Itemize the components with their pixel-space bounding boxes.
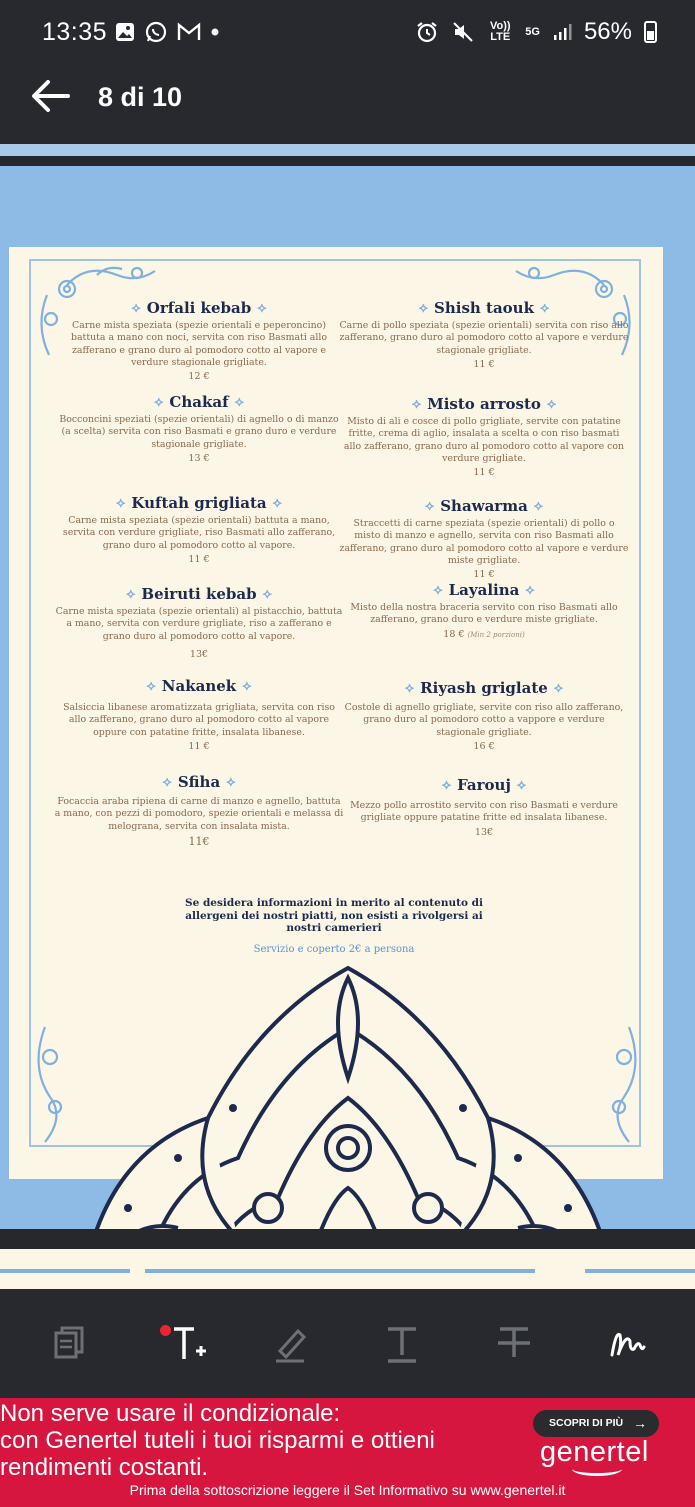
status-right — [415, 18, 657, 46]
dish-orfali-kebab: ⟡ Orfali kebab ⟡ Carne mista speziata (spezie orientali e peperoncino) battuta a mano con noci, servita con riso Basmati allo zafferano e grano duro al pomodoro cotto al vapore e verdure stagionale grigliate. 12 € — [70, 299, 328, 383]
signature-icon[interactable] — [604, 1321, 648, 1365]
whatsapp-icon — [144, 20, 168, 44]
copy-icon[interactable] — [46, 1321, 90, 1365]
ornament-icon: ⟡ — [116, 495, 126, 511]
battery-icon — [644, 21, 657, 43]
gmail-icon — [176, 21, 202, 43]
ornament-icon: ⟡ — [154, 394, 164, 410]
ornament-icon: ⟡ — [433, 582, 443, 598]
decorative-line — [0, 1269, 130, 1273]
ad-disclaimer: Prima della sottoscrizione leggere il Set Informativo su www.genertel.it — [129, 1482, 566, 1498]
ornament-icon: ⟡ — [546, 396, 557, 412]
mandala-ornament — [68, 958, 628, 1229]
add-text-icon[interactable] — [166, 1321, 210, 1365]
dish-shish-taouk: ⟡ Shish taouk ⟡ Carne di pollo speziata (spezie orientali) servita con riso allo zafferano, grano duro al pomodoro cotto al vapore e verdure stagionale grigliate. 11 € — [339, 299, 629, 370]
ornament-icon: ⟡ — [257, 300, 267, 316]
edit-toolbar — [0, 1289, 695, 1398]
ornament-icon: ⟡ — [126, 586, 136, 602]
ornament-icon: ⟡ — [418, 300, 429, 316]
dish-farouj: ⟡ Farouj ⟡ Mezzo pollo arrostito servito con riso Basmati e verdure grigliate oppure patatine fritte ed insalata libanese. 13€ — [350, 776, 618, 838]
ornament-icon: ⟡ — [226, 774, 236, 790]
status-bar — [0, 0, 695, 64]
app-bar — [0, 64, 695, 144]
gallery-icon — [114, 21, 136, 43]
ornament-icon: ⟡ — [411, 396, 422, 412]
top-area — [0, 0, 695, 144]
status-time: 13:35 — [42, 18, 108, 46]
dish-chakaf: ⟡ Chakaf ⟡ Bocconcini speziati (spezie orientali) di agnello o di manzo (a scelta) servita con riso Basmati e grano duro e verdure stagionale grigliate. 13 € — [59, 393, 339, 464]
signal-icon — [552, 22, 572, 42]
ad-headline: Non serve usare il condizionale: con Genertel tuteli i tuoi risparmi e ottieni rendimenti costanti. — [0, 1400, 435, 1481]
ornament-icon: ⟡ — [262, 586, 272, 602]
ornament-icon: ⟡ — [525, 582, 535, 598]
page-indicator: 8 di 10 — [98, 82, 183, 112]
mute-icon — [451, 20, 475, 44]
ornament-icon: ⟡ — [404, 680, 415, 696]
ornament-icon: ⟡ — [146, 678, 156, 694]
ad-banner[interactable] — [0, 1398, 695, 1507]
dish-shawarma: ⟡ Shawarma ⟡ Straccetti di carne speziata (spezie orientali) di pollo o misto di manzo e agnello, servita con riso Basmati allo zafferano, grano duro al pomodoro cotto al vapore e verdure miste grigliate. 11 € — [339, 497, 629, 581]
ornament-icon: ⟡ — [553, 680, 564, 696]
volte-icon: Vo)) LTE — [489, 20, 511, 43]
ornament-icon: ⟡ — [162, 774, 172, 790]
previous-page-edge — [0, 144, 695, 156]
dish-sfiha: ⟡ Sfiha ⟡ Focaccia araba ripiena di carne di manzo e agnello, battuta a mano, con pezzi di pomodoro, spezie orientali e melassa di melograna, servita con insalata mista. 11€ — [54, 773, 344, 848]
ornament-icon: ⟡ — [441, 777, 452, 793]
ad-cta-button[interactable]: SCOPRI DI PIÙ → — [533, 1410, 659, 1437]
ornament-icon: ⟡ — [533, 498, 544, 514]
ornament-icon: ⟡ — [242, 678, 252, 694]
dish-misto-arrosto: ⟡ Misto arrosto ⟡ Misto di ali e cosce di pollo grigliate, servite con patatine fritte, crema di aglio, insalata a scelta o con riso basmati allo zafferano, grano duro al pomodoro cotto al vapore con verdure grigliate. 11 € — [343, 395, 625, 479]
strikethrough-icon[interactable] — [492, 1321, 536, 1365]
ornament-icon: ⟡ — [272, 495, 282, 511]
ad-brand-logo: genertel — [540, 1436, 649, 1468]
back-arrow-icon[interactable] — [30, 78, 72, 114]
more-notifications-dot-icon — [210, 27, 220, 37]
ornament-icon: ⟡ — [516, 777, 527, 793]
dish-nakanek: ⟡ Nakanek ⟡ Salsiccia libanese aromatizzata grigliata, servita con riso allo zafferano, grano duro al pomodoro cotto al vapore oppure con patatine fritte, insalata libanese. 11 € — [63, 677, 335, 752]
dish-layalina: ⟡ Layalina ⟡ Misto della nostra braceria servito con riso Basmati allo zafferano, grano duro e verdure miste grigliate. 18 € (Min 2 porzioni) — [339, 579, 629, 640]
allergen-notice: Se desidera informazioni in merito al contenuto di allergeni dei nostri piatti, non esisti a rivolgersi ai nostri camerieri — [185, 897, 483, 934]
service-charge: Servizio e coperto 2€ a persona — [253, 944, 415, 955]
ornament-icon: ⟡ — [539, 300, 550, 316]
alarm-icon — [415, 20, 439, 44]
decorative-line — [585, 1269, 695, 1273]
page-separator — [0, 1229, 695, 1249]
document-viewer[interactable] — [0, 144, 695, 1289]
dish-riyash-griglate: ⟡ Riyash griglate ⟡ Costole di agnello grigliate, servite con riso allo zafferano, grano duro al pomodoro cotto a vappore e verdure stagionale grigliate. 16 € — [344, 679, 624, 752]
dish-beiruti-kebab: ⟡ Beiruti kebab ⟡ Carne mista speziata (spezie orientali) al pistacchio, battuta a mano, servita con verdure grigliate, riso a zafferano e grano duro al pomodoro cotto al vapore. 13€ — [55, 585, 343, 660]
text-icon[interactable] — [380, 1321, 424, 1365]
dish-kuftah-grigliata: ⟡ Kuftah grigliata ⟡ Carne mista speziata (spezie orientali) battuta a mano, servita con verdure grigliate, riso Basmati allo zafferano, grano duro al pomodoro cotto al vapore. 11 € — [62, 494, 336, 565]
layalina-price-row: 18 € (Min 2 porzioni) — [443, 628, 525, 640]
ornament-icon: ⟡ — [234, 394, 244, 410]
notification-icons — [114, 20, 220, 44]
menu-page[interactable] — [0, 166, 695, 1229]
next-page-preview[interactable] — [0, 1249, 695, 1289]
logo-swoosh — [572, 1462, 622, 1476]
ornament-icon: ⟡ — [131, 300, 141, 316]
network-5g-icon: 5G — [525, 25, 540, 38]
decorative-line — [145, 1269, 535, 1273]
arrow-right-icon: → — [633, 1415, 647, 1431]
battery-percent: 56% — [583, 18, 632, 45]
highlighter-icon[interactable] — [268, 1321, 312, 1365]
ornament-icon: ⟡ — [424, 498, 435, 514]
page-separator — [0, 156, 695, 166]
